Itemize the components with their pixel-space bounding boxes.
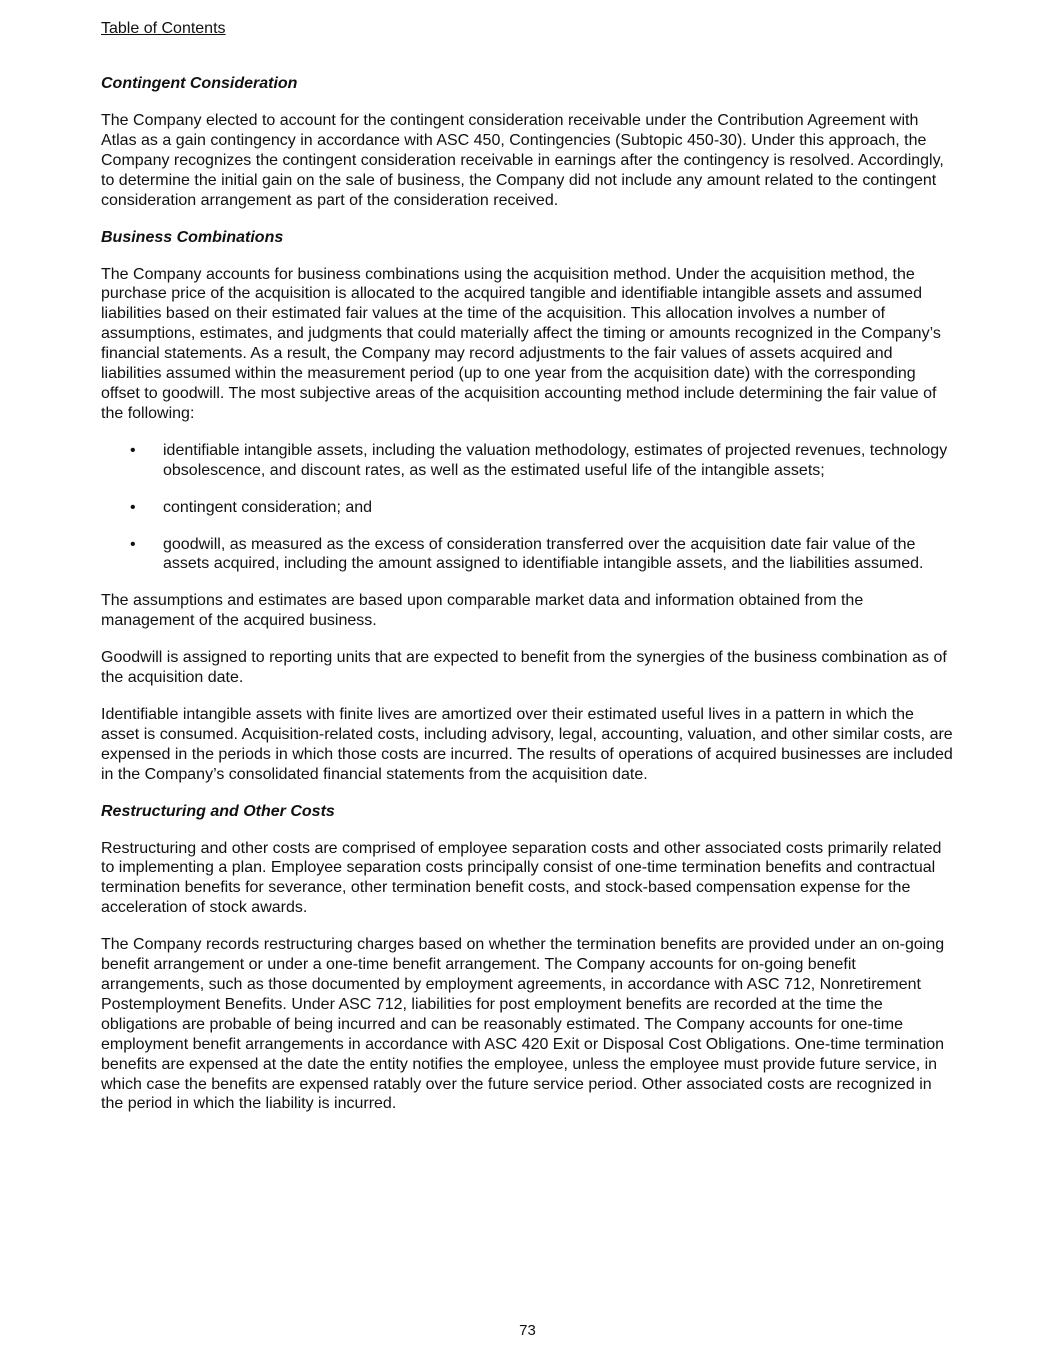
bullet-text: contingent consideration; and bbox=[163, 498, 373, 516]
fair-value-bullet-list bbox=[101, 441, 956, 575]
section-heading-contingent-consideration: Contingent Consideration bbox=[101, 75, 298, 92]
business-paragraph-intro: The Company accounts for business combinations using the acquisition method. Under the acquisition method, the purchase price of the acquisition is allocated to the acquired tangible and identifiable intangible assets and assumed liabilities based on their estimated fair values at the time of the acquisition. This allocation involves a number of assumptions, estimates, and judgments that could materially affect the timing or amounts recognized in the Company’s financial statements. As a result, the Company may record adjustments to the fair values of assets acquired and liabilities assumed within the measurement period (up to one year from the acquisition date) with the corresponding offset to goodwill. The most subjective areas of the acquisition accounting method include determining the fair value of the following: bbox=[101, 265, 941, 422]
contingent-paragraph: The Company elected to account for the contingent consideration receivable under the Contribution Agreement with Atlas as a gain contingency in accordance with ASC 450, Contingencies (Subtopic 450-30). Under this approach, the Company recognizes the contingent consideration receivable in earnings after the contingency is resolved. Accordingly, to determine the initial gain on the sale of business, the Company did not include any amount related to the contingent consideration arrangement as part of the consideration received. bbox=[101, 112, 944, 209]
bullet-item-contingent-consideration bbox=[101, 498, 956, 518]
bullet-icon: • bbox=[130, 498, 136, 516]
bullet-text: identifiable intangible assets, including the valuation methodology, estimates of projected revenues, technology obsolescence, and discount rates, as well as the estimated useful life of the intangible assets; bbox=[163, 441, 948, 479]
page-number: 73 bbox=[519, 1322, 536, 1339]
bullet-item-goodwill bbox=[101, 535, 956, 575]
bullet-item-intangible-assets bbox=[101, 441, 956, 481]
section-heading-business-combinations: Business Combinations bbox=[101, 228, 284, 246]
bullet-icon: • bbox=[130, 441, 136, 459]
table-of-contents-link[interactable]: Table of Contents bbox=[101, 20, 226, 37]
business-paragraph-goodwill: Goodwill is assigned to reporting units that are expected to benefit from the synergies of the business combination as of the acquisition date. bbox=[101, 649, 947, 687]
section-heading-restructuring: Restructuring and Other Costs bbox=[101, 802, 335, 820]
restructuring-paragraph-charges: The Company records restructuring charges based on whether the termination benefits are provided under an on-going benefit arrangement or under a one-time benefit arrangement. The Company accounts for on-going benefit arrangements, such as those documented by employment agreements, in accordance with ASC 712, Nonretirement Postemployment Benefits. Under ASC 712, liabilities for post employment benefits are recorded at the time the obligations are probable of being incurred and can be reasonably estimated. The Company accounts for one-time employment benefit arrangements in accordance with ASC 420 Exit or Disposal Cost Obligations. One-time termination benefits are expensed at the date the entity notifies the employee, unless the employee must provide future service, in which case the benefits are expensed ratably over the future service period. Other associated costs are recognized in the period in which the liability is incurred. bbox=[101, 936, 945, 1113]
document-page bbox=[101, 19, 956, 1114]
business-paragraph-assumptions: The assumptions and estimates are based upon comparable market data and information obtained from the management of the acquired business. bbox=[101, 592, 864, 630]
business-paragraph-intangibles: Identifiable intangible assets with finite lives are amortized over their estimated useful lives in a pattern in which the asset is consumed. Acquisition-related costs, including advisory, legal, accounting, valuation, and other similar costs, are expensed in the periods in which those costs are incurred. The results of operations of acquired businesses are included in the Company’s consolidated financial statements from the acquisition date. bbox=[101, 705, 953, 783]
bullet-text: goodwill, as measured as the excess of consideration transferred over the acquisition date fair value of the assets acquired, including the amount assigned to identifiable intangible assets, and the liabilities assumed. bbox=[163, 535, 924, 573]
restructuring-paragraph-costs: Restructuring and other costs are comprised of employee separation costs and other associated costs primarily related to implementing a plan. Employee separation costs principally consist of one-time termination benefits and contractual termination benefits for severance, other termination benefit costs, and stock-based compensation expense for the acceleration of stock awards. bbox=[101, 839, 942, 917]
bullet-icon: • bbox=[130, 535, 136, 553]
